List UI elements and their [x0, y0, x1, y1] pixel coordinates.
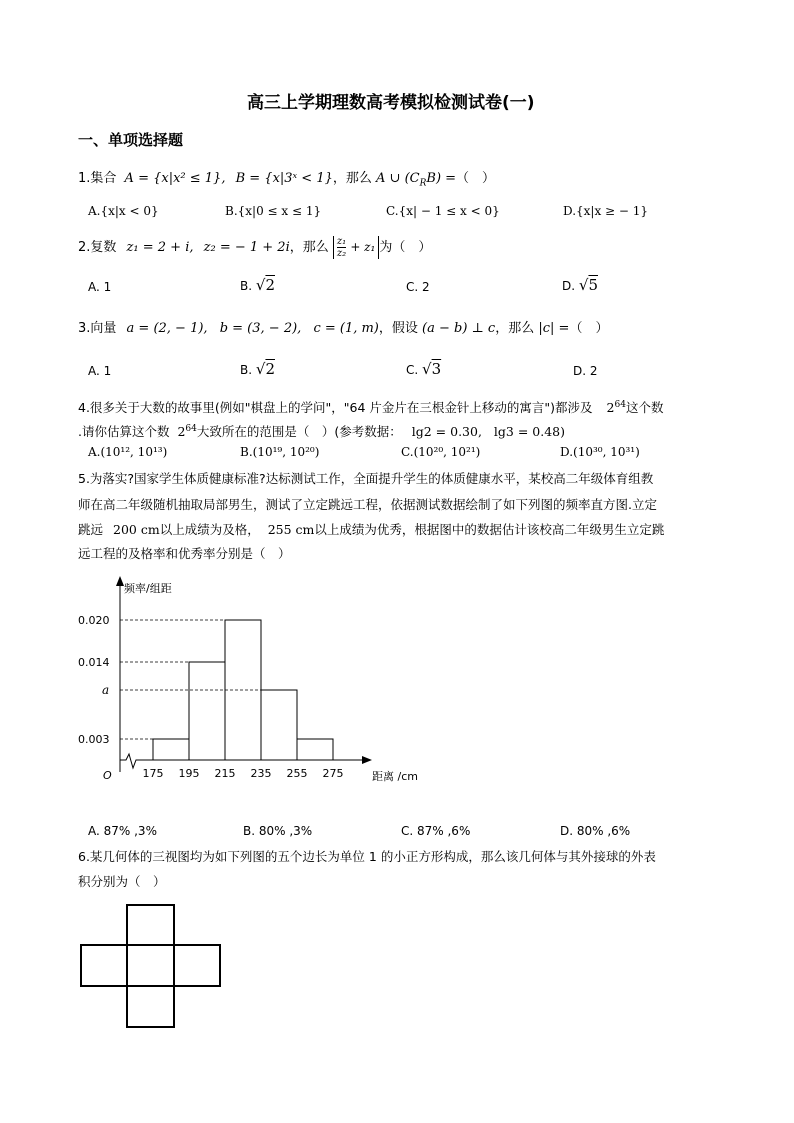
q5-option-b: B. 80% ,3% [243, 824, 313, 838]
q3-stem: 3.向量 [78, 321, 117, 336]
question-5-line-4: 远工程的及格率和优秀率分别是（ ） [78, 546, 291, 561]
y-tick-label-4: 0.020 [78, 614, 110, 627]
q2-option-a: A. 1 [88, 280, 112, 294]
q3-vec-a: a = (2, − 1), [126, 321, 208, 336]
q1-set-a: A = {x|x² ≤ 1}, [124, 171, 226, 186]
q2-z2: z₂ = − 1 + 2i [203, 240, 290, 255]
x-tick-label-5: 255 [286, 767, 308, 780]
x-axis-break [120, 754, 138, 768]
square-right [174, 945, 220, 986]
q1-option-c: C.{x| − 1 ≤ x < 0} [386, 204, 500, 218]
q4-option-c: C.(10²⁰, 10²¹) [401, 445, 481, 459]
q2-stem: 2.复数 [78, 240, 117, 255]
origin-label: O [103, 769, 112, 782]
square-bottom [127, 986, 174, 1027]
q4-option-a: A.(10¹², 10¹³) [88, 445, 168, 459]
histogram-bar-5 [297, 739, 333, 760]
section-heading: 一、单项选择题 [78, 131, 184, 149]
q3-abs: |c| = [538, 321, 570, 336]
question-5-line-3: 跳远 200 cm以上成绩为及格， 255 cm以上成绩为优秀，根据图中的数据估计该校高二年级男生立定跳 [78, 522, 665, 537]
question-5-line-2: 师在高二年级随机抽取局部男生，测试了立定跳远工程，依据测试数据绘制了如下列图的频率直方图.立定 [78, 497, 657, 512]
question-2 [78, 236, 431, 259]
q2-option-b: B. √2 [240, 276, 275, 294]
q1-stem: 1.集合 [78, 171, 117, 186]
x-axis-label: 距离 /cm [372, 770, 418, 783]
q1-option-a: A.{x|x < 0} [88, 204, 159, 218]
x-tick-label-2: 195 [178, 767, 200, 780]
y-axis-label: 频率/组距 [124, 582, 172, 595]
x-tick-label-3: 215 [214, 767, 236, 780]
q1-option-b: B.{x|0 ≤ x ≤ 1} [225, 204, 322, 218]
q2-option-d: D. √5 [562, 276, 598, 294]
x-tick-label-4: 235 [250, 767, 272, 780]
cross-shaped-three-view-figure [78, 902, 238, 1042]
q3-condition: (a − b) ⊥ c [422, 321, 496, 336]
square-center [127, 945, 174, 986]
square-left [81, 945, 127, 986]
frequency-histogram [70, 572, 430, 792]
question-1 [78, 170, 495, 193]
q1-option-d: D.{x|x ≥ − 1} [563, 204, 649, 218]
page-title: 高三上学期理数高考模拟检测试卷(一) [247, 93, 535, 113]
y-tick-label-2: a [102, 683, 110, 697]
question-4-line-1: 4.很多关于大数的故事里(例如"棋盘上的学问"，"64 片金片在三根金针上移动的寓言")都涉及 $2^{64}$这个数 [78, 400, 664, 416]
q5-option-c: C. 87% ,6% [401, 824, 471, 838]
question-6-line-2: 积分别为（ ） [78, 874, 166, 889]
q2-abs-expr: $\frac{\text{z₁}}{\text{z₂}}$ + z₁ [333, 236, 379, 259]
x-tick-label-1: 175 [142, 767, 164, 780]
histogram-bar-2 [189, 662, 225, 760]
q2-stem-c: 为（ ） [379, 240, 432, 255]
q5-option-a: A. 87% ,3% [88, 824, 157, 838]
q4-option-b: B.(10¹⁹, 10²⁰) [240, 445, 320, 459]
q2-stem-b: ，那么 [289, 240, 329, 255]
q3-stem-c: ，那么 [495, 321, 535, 336]
q3-option-b: B. √2 [240, 360, 275, 378]
q3-vec-c: c = (1, m) [313, 321, 379, 336]
q1-set-b: B = {x|3ˣ < 1} [235, 171, 333, 186]
q3-option-a: A. 1 [88, 364, 112, 378]
y-tick-label-3: 0.014 [78, 656, 110, 669]
question-4-line-2: .请你估算这个数 $2^{64}$大致所在的范围是（ ）(参考数据： lg2 = 0.30, lg3 = 0.48) [78, 424, 566, 440]
histogram-bar-1 [153, 739, 189, 760]
q3-option-d: D. 2 [573, 364, 598, 378]
histogram-bar-4 [261, 690, 297, 760]
q1-expr: A ∪ $(C_RB)$ = [376, 171, 457, 189]
q4-option-d: D.(10³⁰, 10³¹) [560, 445, 640, 459]
x-tick-label-6: 275 [322, 767, 344, 780]
question-6-line-1: 6.某几何体的三视图均为如下列图的五个边长为单位 1 的小正方形构成，那么该几何体与其外接球的外表 [78, 849, 656, 864]
question-5-line-1: 5.为落实?国家学生体质健康标准?达标测试工作，全面提升学生的体质健康水平，某校高二年级体育组教 [78, 471, 654, 486]
q2-z1: z₁ = 2 + i, [126, 240, 194, 255]
q1-stem-b: ，那么 [332, 171, 372, 186]
q3-stem-b: ，假设 [378, 321, 418, 336]
q1-paren: （ ） [456, 171, 496, 186]
square-top [127, 905, 174, 945]
q3-option-c: C. √3 [406, 360, 442, 378]
y-axis-arrow [116, 576, 124, 586]
x-axis-arrow [362, 756, 372, 764]
question-3 [78, 320, 608, 338]
q3-paren: （ ） [569, 321, 609, 336]
y-tick-label-1: 0.003 [78, 733, 110, 746]
q2-option-c: C. 2 [406, 280, 430, 294]
q3-vec-b: b = (3, − 2), [219, 321, 302, 336]
q5-option-d: D. 80% ,6% [560, 824, 631, 838]
